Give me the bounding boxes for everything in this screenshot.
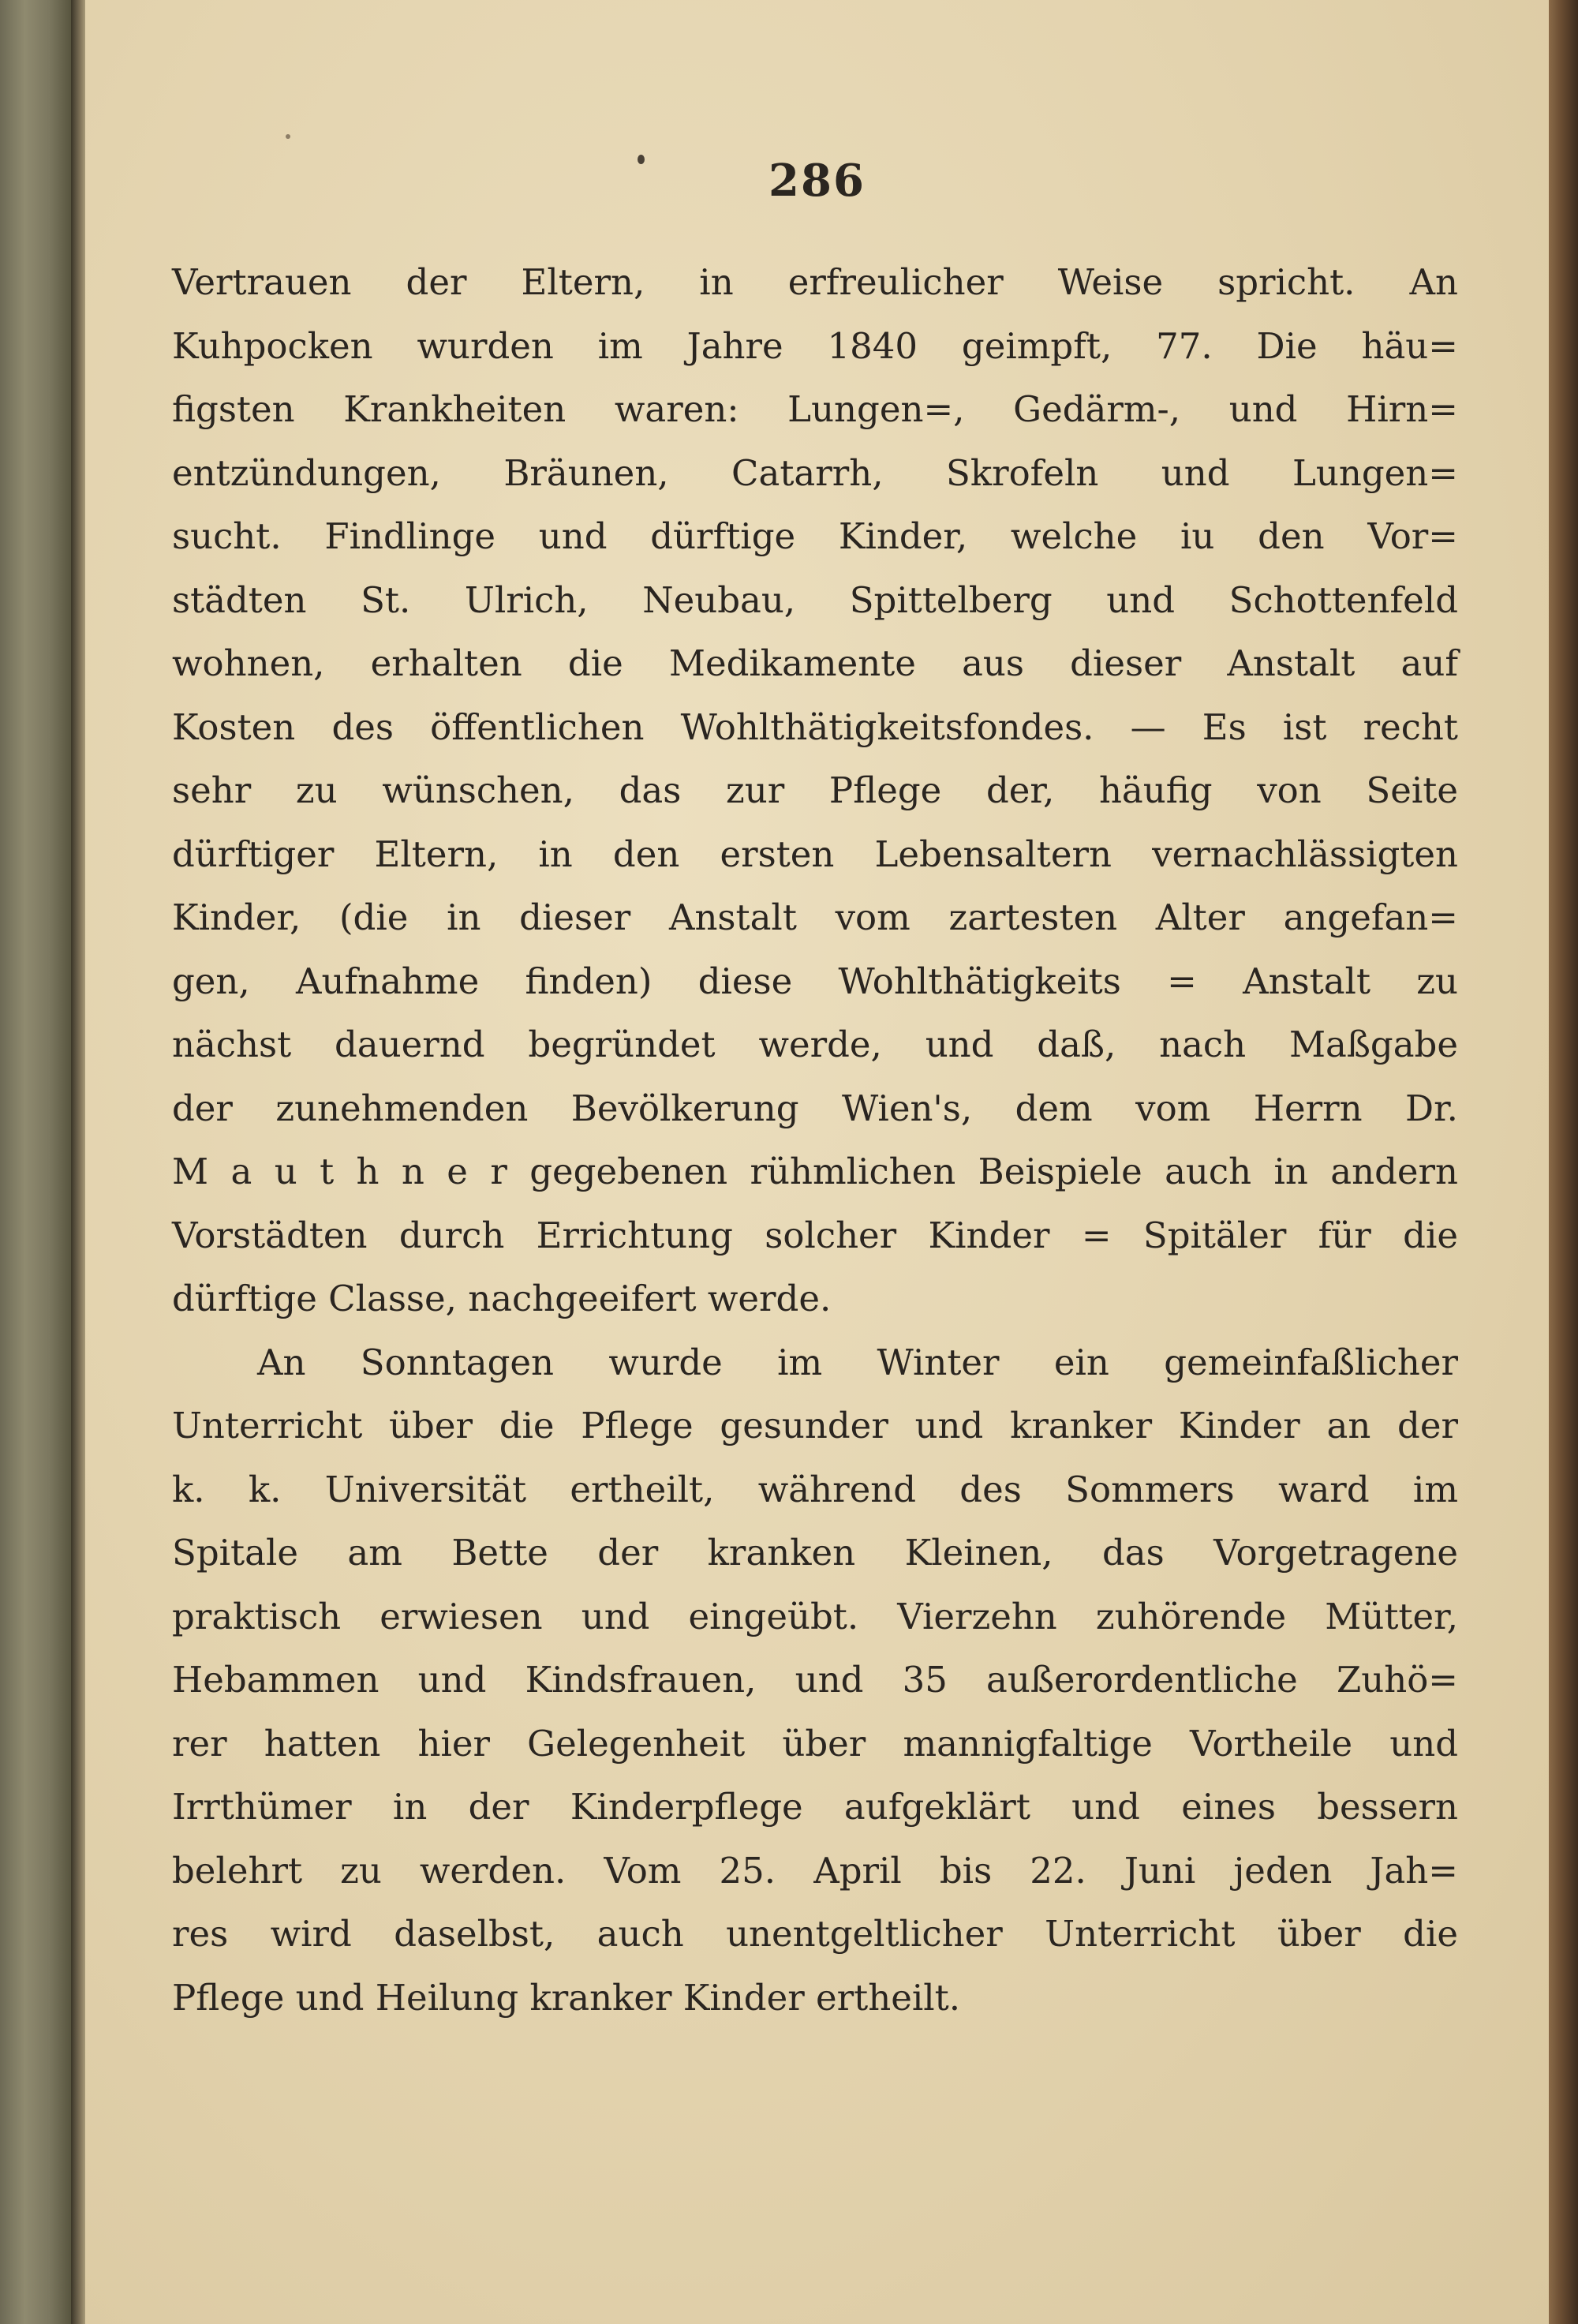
page-gutter-shadow: [71, 0, 85, 2324]
text-line: städten St. Ulrich, Neubau, Spittelberg und Schottenfeld: [172, 578, 1458, 621]
text-line: praktisch erwiesen und eingeübt. Vierzehn zuhörende Mütter,: [172, 1595, 1458, 1637]
text-line: Kuhpocken wurden im Jahre 1840 geimpft, 77. Die häu=: [172, 324, 1458, 367]
body-text: [172, 251, 1458, 2030]
text-line: sehr zu wünschen, das zur Pflege der, häufig von Seite: [172, 769, 1458, 811]
text-line: An Sonntagen wurde im Winter ein gemeinfaßlicher: [257, 1341, 1458, 1383]
text-line: Kosten des öffentlichen Wohlthätigkeitsfondes. — Es ist recht: [172, 705, 1458, 748]
text-line: sucht. Findlinge und dürftige Kinder, welche iu den Vor=: [172, 515, 1458, 557]
text-line: der zunehmenden Bevölkerung Wien's, dem vom Herrn Dr.: [172, 1087, 1458, 1129]
paragraph: [172, 1331, 1458, 2030]
text-line: rer hatten hier Gelegenheit über mannigfaltige Vortheile und: [172, 1722, 1458, 1765]
text-line: figsten Krankheiten waren: Lungen=, Gedärm-, und Hirn=: [172, 388, 1458, 430]
ink-speck: [638, 155, 645, 164]
text-line: Vorstädten durch Errichtung solcher Kinder = Spitäler für die: [172, 1214, 1458, 1256]
text-line: nächst dauernd begründet werde, und daß, nach Maßgabe: [172, 1024, 1458, 1065]
text-line: M a u t h n e r gegebenen rühmlichen Beispiele auch in andern: [172, 1151, 1458, 1192]
text-line: belehrt zu werden. Vom 25. April bis 22. Juni jeden Jah=: [172, 1849, 1458, 1892]
text-line: wohnen, erhalten die Medikamente aus dieser Anstalt auf: [172, 642, 1458, 684]
text-line: Hebammen und Kindsfrauen, und 35 außerordentliche Zuhö=: [172, 1659, 1458, 1701]
text-line: Unterricht über die Pflege gesunder und kranker Kinder an der: [172, 1405, 1458, 1446]
ink-speck: [286, 134, 290, 139]
text-line: Kinder, (die in dieser Anstalt vom zartesten Alter angefan=: [172, 896, 1458, 938]
page-number: 286: [768, 155, 866, 207]
text-line: Spitale am Bette der kranken Kleinen, das Vorgetragene: [172, 1532, 1458, 1574]
text-line: gen, Aufnahme finden) diese Wohlthätigkeits = Anstalt zu: [172, 960, 1458, 1002]
text-line: entzündungen, Bräunen, Catarrh, Skrofeln und Lungen=: [172, 451, 1458, 494]
page-edge: [1549, 0, 1578, 2324]
text-line: k. k. Universität ertheilt, während des Sommers ward im: [172, 1468, 1458, 1510]
text-line: Vertrauen der Eltern, in erfreulicher Weise spricht. An: [172, 261, 1458, 303]
text-line: dürftiger Eltern, in den ersten Lebensaltern vernachlässigten: [172, 833, 1458, 875]
text-line: Pflege und Heilung kranker Kinder ertheilt.: [172, 1976, 961, 2019]
book-binding: [0, 0, 71, 2324]
text-line: dürftige Classe, nachgeeifert werde.: [172, 1278, 832, 1319]
text-line: res wird daselbst, auch unentgeltlicher Unterricht über die: [172, 1913, 1458, 1955]
paragraph: [172, 251, 1458, 1331]
text-line: Irrthümer in der Kinderpflege aufgeklärt und eines bessern: [172, 1786, 1458, 1828]
